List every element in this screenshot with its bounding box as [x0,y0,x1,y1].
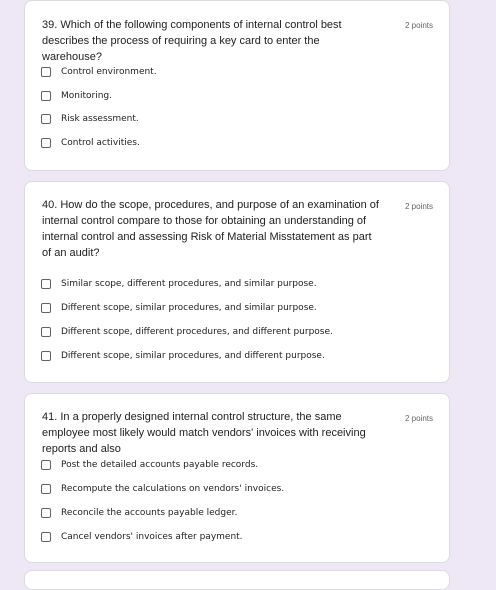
checkbox[interactable] [41,327,51,337]
option-monitoring[interactable] [41,89,112,103]
points-label: 2 points [404,202,433,211]
option-label: Control activities. [61,138,140,148]
question-text: 39. Which of the following components of internal control best describes the process of requiring a key card to enter the warehouse? [42,19,342,63]
option-label: Different scope, different procedures, and different purpose. [61,327,333,337]
question-card-41 [24,393,450,563]
checkbox[interactable] [41,303,51,313]
checkbox[interactable] [41,460,51,470]
option-cancel-invoices[interactable] [41,530,243,544]
option-label: Reconcile the accounts payable ledger. [61,508,238,518]
checkbox[interactable] [41,138,51,148]
option-label: Different scope, similar procedures, and different purpose. [61,351,325,361]
checkbox[interactable] [41,67,51,77]
option-label: Cancel vendors' invoices after payment. [61,532,243,542]
checkbox[interactable] [41,532,51,542]
next-question-card [24,570,450,590]
option-40-b[interactable] [41,301,317,315]
option-control-environment[interactable] [41,65,157,79]
points-label: 2 points [404,21,433,30]
checkbox[interactable] [41,351,51,361]
option-40-c[interactable] [41,325,333,339]
option-label: Recompute the calculations on vendors' invoices. [61,484,285,494]
option-control-activities[interactable] [41,136,140,150]
checkbox[interactable] [41,484,51,494]
question-card-39 [24,0,450,171]
option-label: Control environment. [61,67,157,77]
checkbox[interactable] [41,91,51,101]
option-40-a[interactable] [41,277,317,291]
checkbox[interactable] [41,114,51,124]
question-card-40 [24,181,450,383]
question-text: 41. In a properly designed internal control structure, the same employee most likely would match vendors' invoices with receiving reports and also [42,411,366,455]
option-40-d[interactable] [41,349,325,363]
option-risk-assessment[interactable] [41,112,139,126]
option-label: Risk assessment. [61,114,139,124]
option-post-accounts-payable[interactable] [41,458,258,472]
option-recompute-calculations[interactable] [41,482,284,496]
option-label: Post the detailed accounts payable records. [61,460,259,470]
option-reconcile-ledger[interactable] [41,506,237,520]
checkbox[interactable] [41,508,51,518]
question-text: 40. How do the scope, procedures, and purpose of an examination of internal control compare to those for obtaining an understanding of internal control and assessing Risk of Material Misstatement as part of an audit? [42,199,379,259]
checkbox[interactable] [41,279,51,289]
option-label: Different scope, similar procedures, and similar purpose. [61,303,317,313]
option-label: Monitoring. [61,91,112,101]
option-label: Similar scope, different procedures, and similar purpose. [61,279,317,289]
points-label: 2 points [404,414,433,423]
